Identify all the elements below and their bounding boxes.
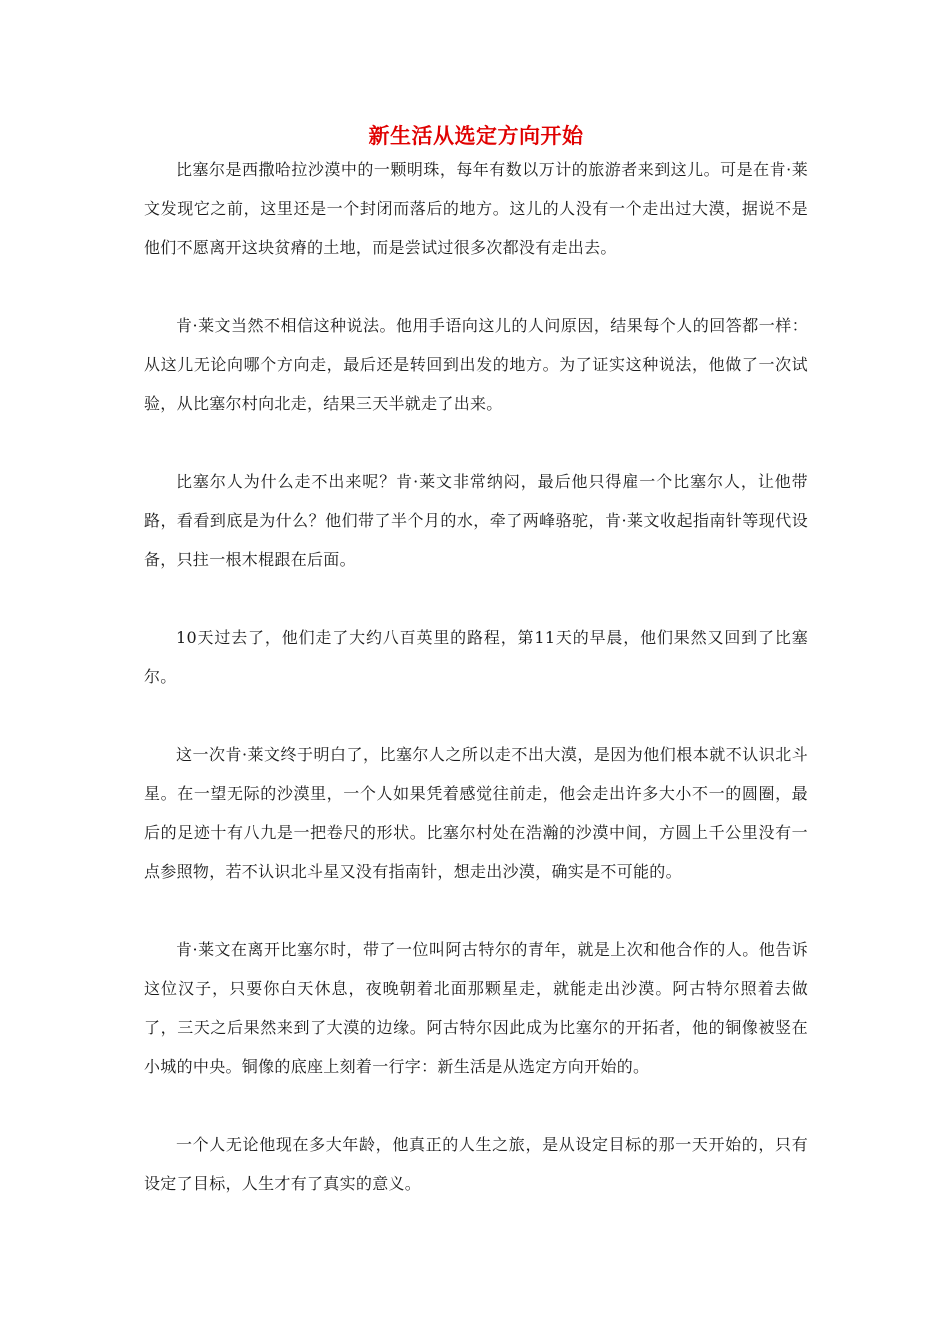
paragraph-5: 这一次肯·莱文终于明白了，比塞尔人之所以走不出大漠，是因为他们根本就不认识北斗星。在一望无际的沙漠里，一个人如果凭着感觉往前走，他会走出许多大小不一的圆圈，最后的足迹十有八九是一把卷尺的形状。比塞尔村处在浩瀚的沙漠中间，方圆上千公里没有一点参照物，若不认识北斗星又没有指南针，想走出沙漠，确实是不可能的。 bbox=[144, 745, 808, 881]
paragraph-3: 比塞尔人为什么走不出来呢？肯·莱文非常纳闷，最后他只得雇一个比塞尔人，让他带路，看看到底是为什么？他们带了半个月的水，牵了两峰骆驼，肯·莱文收起指南针等现代设备，只拄一根木棍跟在后面。 bbox=[144, 472, 808, 569]
paragraph-7: 一个人无论他现在多大年龄，他真正的人生之旅，是从设定目标的那一天开始的，只有设定了目标，人生才有了真实的意义。 bbox=[144, 1135, 808, 1193]
paragraph-2: 肯·莱文当然不相信这种说法。他用手语向这儿的人问原因，结果每个人的回答都一样：从这儿无论向哪个方向走，最后还是转回到出发的地方。为了证实这种说法，他做了一次试验，从比塞尔村向北走，结果三天半就走了出来。 bbox=[144, 316, 808, 413]
paragraph-1: 比塞尔是西撒哈拉沙漠中的一颗明珠，每年有数以万计的旅游者来到这儿。可是在肯·莱文发现它之前，这里还是一个封闭而落后的地方。这儿的人没有一个走出过大漠，据说不是他们不愿离开这块贫瘠的土地，而是尝试过很多次都没有走出去。 bbox=[144, 160, 808, 257]
document-title: 新生活从选定方向开始 bbox=[368, 123, 584, 148]
paragraph-4: 10天过去了，他们走了大约八百英里的路程，第11天的早晨，他们果然又回到了比塞尔。 bbox=[144, 628, 808, 686]
paragraph-6: 肯·莱文在离开比塞尔时，带了一位叫阿古特尔的青年，就是上次和他合作的人。他告诉这位汉子，只要你白天休息，夜晚朝着北面那颗星走，就能走出沙漠。阿古特尔照着去做了，三天之后果然来到了大漠的边缘。阿古特尔因此成为比塞尔的开拓者，他的铜像被竖在小城的中央。铜像的底座上刻着一行字：新生活是从选定方向开始的。 bbox=[144, 940, 808, 1076]
document-page bbox=[144, 118, 808, 1242]
